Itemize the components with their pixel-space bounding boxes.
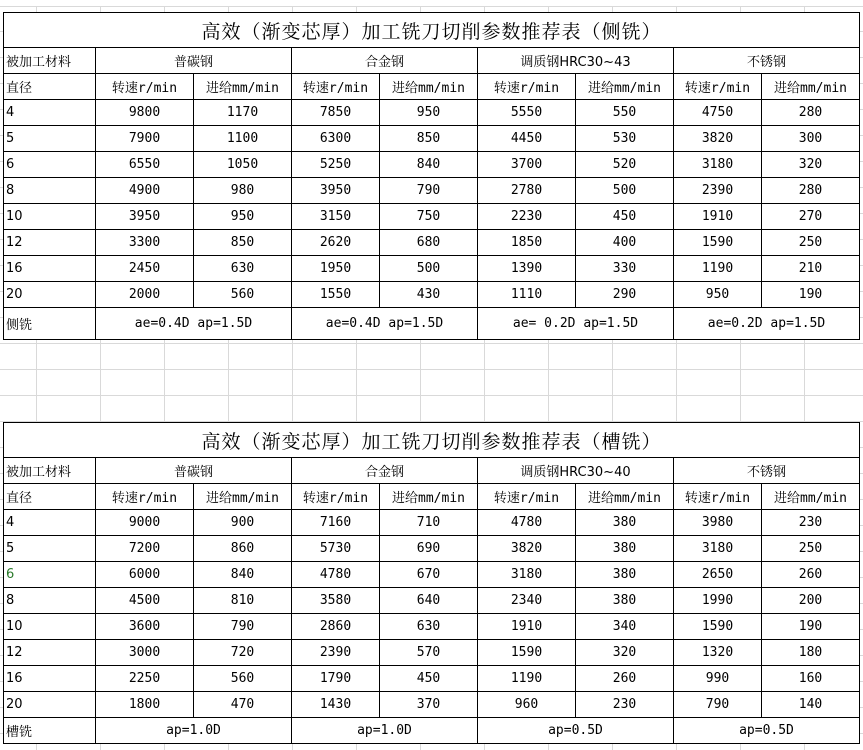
table-cell[interactable]: 1390 [478, 256, 576, 282]
table-cell[interactable]: 4900 [96, 178, 194, 204]
table-cell[interactable]: 5 [4, 536, 96, 562]
table-cell[interactable]: 4780 [478, 510, 576, 536]
table-cell[interactable]: 980 [194, 178, 292, 204]
table-cell[interactable]: 1110 [478, 282, 576, 308]
table-cell[interactable]: 680 [380, 230, 478, 256]
table-cell[interactable]: 320 [762, 152, 860, 178]
table-cell[interactable]: 1790 [292, 666, 380, 692]
slot-col-header[interactable]: 转速r/min [478, 484, 576, 510]
table-cell[interactable]: 3820 [674, 126, 762, 152]
table-cell[interactable]: 12 [4, 640, 96, 666]
table-cell[interactable]: 2390 [292, 640, 380, 666]
table-cell[interactable]: 6 [4, 152, 96, 178]
slot-col-header[interactable]: 进给mm/min [194, 484, 292, 510]
table-cell[interactable]: 4780 [292, 562, 380, 588]
table-cell[interactable]: 5550 [478, 100, 576, 126]
table-cell[interactable]: 4750 [674, 100, 762, 126]
slot-note-label[interactable]: 槽铣 [4, 718, 96, 744]
slot-col-header[interactable]: 进给mm/min [762, 484, 860, 510]
table-cell[interactable]: 140 [762, 692, 860, 718]
table-cell[interactable]: 1190 [674, 256, 762, 282]
slot-note-stainless-steel[interactable]: ap=0.5D [674, 718, 860, 744]
slot-milling-table [3, 422, 860, 744]
table-cell[interactable]: 5 [4, 126, 96, 152]
slot-col-header[interactable]: 转速r/min [674, 484, 762, 510]
slot-column-header-row [4, 484, 860, 510]
table-cell[interactable]: 690 [380, 536, 478, 562]
table-cell[interactable]: 3820 [478, 536, 576, 562]
table-cell[interactable]: 260 [576, 666, 674, 692]
side-material-tempered-steel[interactable]: 调质钢HRC30~43 [478, 48, 674, 74]
table-cell[interactable]: 7850 [292, 100, 380, 126]
table-cell[interactable]: 250 [762, 230, 860, 256]
table-cell[interactable]: 630 [380, 614, 478, 640]
table-cell[interactable]: 6000 [96, 562, 194, 588]
table-row [4, 510, 860, 536]
slot-col-header[interactable]: 进给mm/min [576, 484, 674, 510]
slot-col-header[interactable]: 转速r/min [292, 484, 380, 510]
slot-material-alloy-steel[interactable]: 合金钢 [292, 458, 478, 484]
table-row [4, 230, 860, 256]
side-note-tempered-steel[interactable]: ae= 0.2D ap=1.5D [478, 308, 674, 340]
table-cell[interactable]: 520 [576, 152, 674, 178]
table-cell[interactable]: 1850 [478, 230, 576, 256]
table-cell[interactable]: 3180 [674, 536, 762, 562]
slot-title-row [4, 423, 860, 458]
table-row [4, 666, 860, 692]
table-cell[interactable]: 950 [674, 282, 762, 308]
table-cell[interactable]: 570 [380, 640, 478, 666]
table-cell[interactable]: 190 [762, 282, 860, 308]
side-col-header[interactable]: 转速r/min [292, 74, 380, 100]
table-cell[interactable]: 6 [4, 562, 96, 588]
table-cell[interactable]: 3000 [96, 640, 194, 666]
table-cell[interactable]: 550 [576, 100, 674, 126]
table-cell[interactable]: 5250 [292, 152, 380, 178]
table-cell[interactable]: 710 [380, 510, 478, 536]
table-cell[interactable]: 210 [762, 256, 860, 282]
table-cell[interactable]: 3980 [674, 510, 762, 536]
table-row [4, 178, 860, 204]
table-cell[interactable]: 450 [576, 204, 674, 230]
table-cell[interactable]: 790 [674, 692, 762, 718]
table-cell[interactable]: 3180 [674, 152, 762, 178]
table-cell[interactable]: 4450 [478, 126, 576, 152]
slot-material-label[interactable]: 被加工材料 [4, 458, 96, 484]
table-cell[interactable]: 2450 [96, 256, 194, 282]
table-cell[interactable]: 230 [576, 692, 674, 718]
table-cell[interactable]: 6550 [96, 152, 194, 178]
table-row [4, 152, 860, 178]
side-col-header[interactable]: 转速r/min [96, 74, 194, 100]
table-cell[interactable]: 270 [762, 204, 860, 230]
side-column-header-row [4, 74, 860, 100]
table-cell[interactable]: 560 [194, 666, 292, 692]
table-cell[interactable]: 260 [762, 562, 860, 588]
table-cell[interactable]: 2860 [292, 614, 380, 640]
table-cell[interactable]: 1550 [292, 282, 380, 308]
table-cell[interactable]: 200 [762, 588, 860, 614]
table-cell[interactable]: 12 [4, 230, 96, 256]
table-cell[interactable]: 720 [194, 640, 292, 666]
table-cell[interactable]: 16 [4, 256, 96, 282]
table-row [4, 282, 860, 308]
table-cell[interactable]: 3600 [96, 614, 194, 640]
table-cell[interactable]: 16 [4, 666, 96, 692]
table-cell[interactable]: 230 [762, 510, 860, 536]
table-cell[interactable]: 2650 [674, 562, 762, 588]
side-col-header[interactable]: 进给mm/min [380, 74, 478, 100]
table-cell[interactable]: 790 [194, 614, 292, 640]
table-cell[interactable]: 500 [380, 256, 478, 282]
sheet-top-edge [0, 0, 863, 7]
table-cell[interactable]: 850 [194, 230, 292, 256]
side-col-header[interactable]: 转速r/min [674, 74, 762, 100]
side-col-header[interactable]: 进给mm/min [576, 74, 674, 100]
slot-col-header[interactable]: 进给mm/min [380, 484, 478, 510]
table-cell[interactable]: 840 [380, 152, 478, 178]
table-cell[interactable]: 380 [576, 562, 674, 588]
table-cell[interactable]: 7200 [96, 536, 194, 562]
table-cell[interactable]: 3700 [478, 152, 576, 178]
table-row [4, 204, 860, 230]
table-cell[interactable]: 4 [4, 510, 96, 536]
slot-note-carbon-steel[interactable]: ap=1.0D [96, 718, 292, 744]
slot-material-stainless-steel[interactable]: 不锈钢 [674, 458, 860, 484]
table-cell[interactable]: 3950 [96, 204, 194, 230]
table-cell[interactable]: 4500 [96, 588, 194, 614]
table-cell[interactable]: 1170 [194, 100, 292, 126]
table-cell[interactable]: 370 [380, 692, 478, 718]
table-cell[interactable]: 10 [4, 614, 96, 640]
table-cell[interactable]: 1430 [292, 692, 380, 718]
table-cell[interactable]: 400 [576, 230, 674, 256]
table-cell[interactable]: 990 [674, 666, 762, 692]
side-table-title[interactable]: 高效（渐变芯厚）加工铣刀切削参数推荐表（侧铣） [4, 13, 860, 48]
side-col-header[interactable]: 进给mm/min [762, 74, 860, 100]
table-cell[interactable]: 1190 [478, 666, 576, 692]
table-cell[interactable]: 180 [762, 640, 860, 666]
table-cell[interactable]: 20 [4, 282, 96, 308]
slot-note-tempered-steel[interactable]: ap=0.5D [478, 718, 674, 744]
table-cell[interactable]: 430 [380, 282, 478, 308]
table-cell[interactable]: 7900 [96, 126, 194, 152]
table-cell[interactable]: 500 [576, 178, 674, 204]
table-cell[interactable]: 7160 [292, 510, 380, 536]
slot-note-row [4, 718, 860, 744]
table-cell[interactable]: 470 [194, 692, 292, 718]
side-material-carbon-steel[interactable]: 普碳钢 [96, 48, 292, 74]
table-cell[interactable]: 3300 [96, 230, 194, 256]
table-cell[interactable]: 2340 [478, 588, 576, 614]
slot-diameter-label[interactable]: 直径 [4, 484, 96, 510]
side-material-stainless-steel[interactable]: 不锈钢 [674, 48, 860, 74]
side-note-alloy-steel[interactable]: ae=0.4D ap=1.5D [292, 308, 478, 340]
table-cell[interactable]: 2390 [674, 178, 762, 204]
table-cell[interactable]: 960 [478, 692, 576, 718]
table-cell[interactable]: 340 [576, 614, 674, 640]
table-cell[interactable]: 10 [4, 204, 96, 230]
table-cell[interactable]: 1950 [292, 256, 380, 282]
table-cell[interactable]: 860 [194, 536, 292, 562]
table-cell[interactable]: 950 [194, 204, 292, 230]
slot-material-row [4, 458, 860, 484]
table-cell[interactable]: 670 [380, 562, 478, 588]
slot-table-title[interactable]: 高效（渐变芯厚）加工铣刀切削参数推荐表（槽铣） [4, 423, 860, 458]
side-material-label[interactable]: 被加工材料 [4, 48, 96, 74]
table-cell[interactable]: 640 [380, 588, 478, 614]
table-cell[interactable]: 2250 [96, 666, 194, 692]
side-col-header[interactable]: 转速r/min [478, 74, 576, 100]
table-cell[interactable]: 3580 [292, 588, 380, 614]
table-cell[interactable]: 950 [380, 100, 478, 126]
table-cell[interactable]: 380 [576, 588, 674, 614]
table-cell[interactable]: 3180 [478, 562, 576, 588]
table-cell[interactable]: 1800 [96, 692, 194, 718]
table-cell[interactable]: 3150 [292, 204, 380, 230]
side-note-carbon-steel[interactable]: ae=0.4D ap=1.5D [96, 308, 292, 340]
table-row [4, 100, 860, 126]
side-title-row [4, 13, 860, 48]
slot-material-carbon-steel[interactable]: 普碳钢 [96, 458, 292, 484]
table-cell[interactable]: 1590 [674, 614, 762, 640]
table-cell[interactable]: 330 [576, 256, 674, 282]
table-cell[interactable]: 1320 [674, 640, 762, 666]
side-note-stainless-steel[interactable]: ae=0.2D ap=1.5D [674, 308, 860, 340]
table-cell[interactable]: 790 [380, 178, 478, 204]
table-cell[interactable]: 280 [762, 178, 860, 204]
side-note-row [4, 308, 860, 340]
slot-material-tempered-steel[interactable]: 调质钢HRC30~40 [478, 458, 674, 484]
side-milling-table [3, 12, 860, 340]
table-cell[interactable]: 750 [380, 204, 478, 230]
table-cell[interactable]: 450 [380, 666, 478, 692]
table-cell[interactable]: 2000 [96, 282, 194, 308]
table-row [4, 692, 860, 718]
table-cell[interactable]: 840 [194, 562, 292, 588]
table-cell[interactable]: 250 [762, 536, 860, 562]
table-cell[interactable]: 850 [380, 126, 478, 152]
table-row [4, 256, 860, 282]
table-cell[interactable]: 1990 [674, 588, 762, 614]
table-cell[interactable]: 9800 [96, 100, 194, 126]
table-cell[interactable]: 2230 [478, 204, 576, 230]
table-cell[interactable]: 380 [576, 510, 674, 536]
table-cell[interactable]: 2780 [478, 178, 576, 204]
table-cell[interactable]: 1050 [194, 152, 292, 178]
side-note-label[interactable]: 侧铣 [4, 308, 96, 340]
side-material-row [4, 48, 860, 74]
table-row [4, 640, 860, 666]
table-cell[interactable]: 190 [762, 614, 860, 640]
table-cell[interactable]: 290 [576, 282, 674, 308]
table-cell[interactable]: 160 [762, 666, 860, 692]
table-cell[interactable]: 900 [194, 510, 292, 536]
table-cell[interactable]: 280 [762, 100, 860, 126]
table-cell[interactable]: 3950 [292, 178, 380, 204]
table-cell[interactable]: 4 [4, 100, 96, 126]
slot-col-header[interactable]: 转速r/min [96, 484, 194, 510]
table-cell[interactable]: 5730 [292, 536, 380, 562]
table-cell[interactable]: 1590 [674, 230, 762, 256]
table-cell[interactable]: 1910 [674, 204, 762, 230]
table-row [4, 536, 860, 562]
table-row [4, 126, 860, 152]
table-cell[interactable]: 320 [576, 640, 674, 666]
table-cell[interactable]: 300 [762, 126, 860, 152]
table-cell[interactable]: 20 [4, 692, 96, 718]
table-cell[interactable]: 1590 [478, 640, 576, 666]
table-cell[interactable]: 9000 [96, 510, 194, 536]
table-row [4, 562, 860, 588]
side-diameter-label[interactable]: 直径 [4, 74, 96, 100]
table-cell[interactable]: 530 [576, 126, 674, 152]
side-col-header[interactable]: 进给mm/min [194, 74, 292, 100]
slot-note-alloy-steel[interactable]: ap=1.0D [292, 718, 478, 744]
table-cell[interactable]: 8 [4, 178, 96, 204]
table-cell[interactable]: 810 [194, 588, 292, 614]
table-row [4, 614, 860, 640]
table-row [4, 588, 860, 614]
table-cell[interactable]: 6300 [292, 126, 380, 152]
table-cell[interactable]: 560 [194, 282, 292, 308]
table-cell[interactable]: 630 [194, 256, 292, 282]
table-cell[interactable]: 1100 [194, 126, 292, 152]
table-cell[interactable]: 2620 [292, 230, 380, 256]
table-cell[interactable]: 380 [576, 536, 674, 562]
side-material-alloy-steel[interactable]: 合金钢 [292, 48, 478, 74]
table-cell[interactable]: 8 [4, 588, 96, 614]
table-cell[interactable]: 1910 [478, 614, 576, 640]
